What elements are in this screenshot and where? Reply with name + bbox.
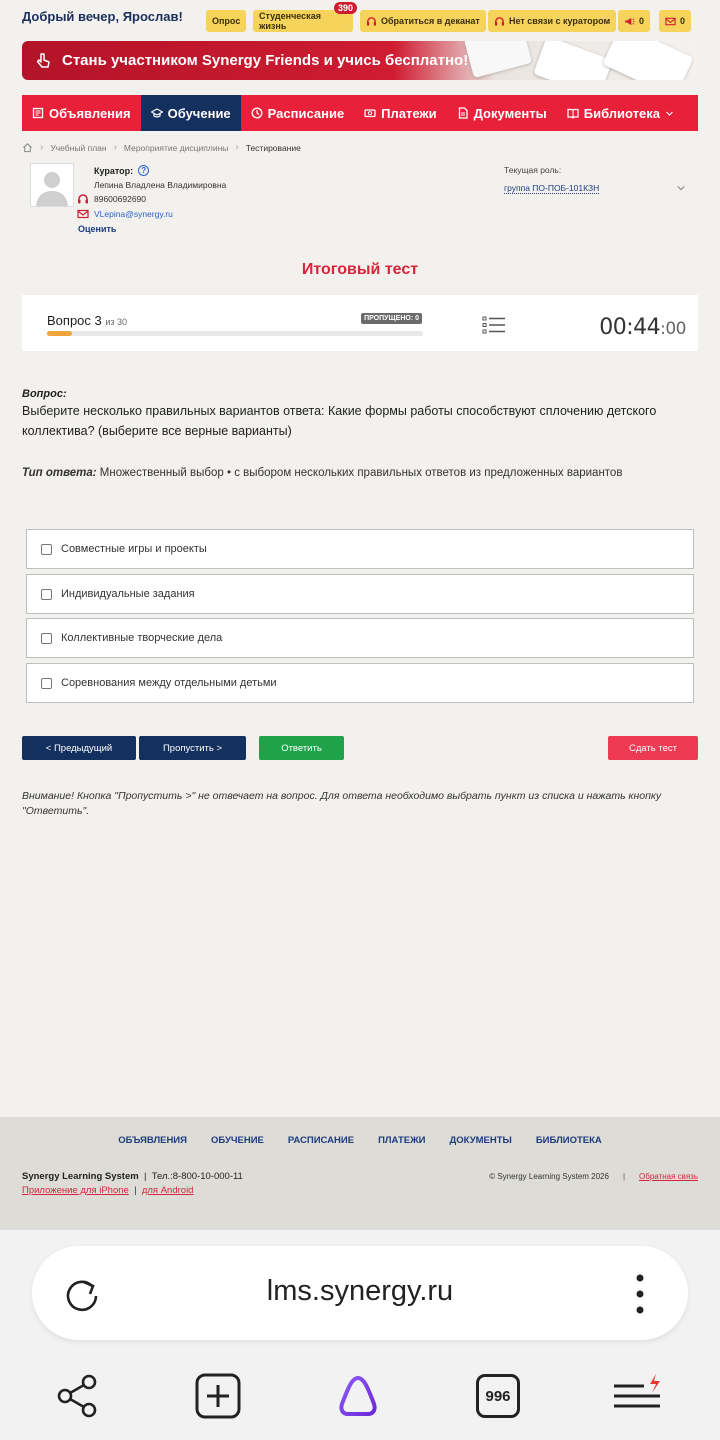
question-number-label: Вопрос 3	[47, 313, 102, 328]
help-icon[interactable]: ?	[138, 165, 149, 176]
nav-item-library[interactable]	[557, 95, 684, 131]
nav-item-announcements[interactable]	[22, 95, 141, 131]
chevron-right-icon: ›	[113, 142, 117, 153]
progress-bar-fill	[47, 331, 72, 336]
previous-button[interactable]: < Предыдущий	[22, 736, 136, 760]
progress-bar	[47, 331, 423, 336]
home-icon[interactable]	[22, 142, 33, 153]
curator-phone	[77, 193, 146, 205]
document-icon	[457, 107, 469, 119]
nav-label: Расписание	[267, 105, 345, 121]
notifications-button[interactable]	[618, 10, 650, 32]
timer	[599, 315, 686, 340]
nav-label: Документы	[473, 105, 547, 121]
pointer-hand-icon	[34, 52, 52, 70]
nav-item-schedule[interactable]	[241, 95, 355, 131]
answer-type-label: Тип ответа:	[22, 467, 97, 479]
megaphone-icon	[624, 16, 635, 27]
question-label: Вопрос:	[22, 388, 67, 400]
question-text: Выберите несколько правильных вариантов ответа: Какие формы работы способствуют сплочению детского коллектива? (выберите все верные варианты)	[22, 404, 657, 438]
chevron-down-icon	[665, 109, 674, 118]
headset-icon	[366, 16, 377, 27]
student-life-badge: 390	[334, 2, 357, 14]
answer-option-label: Совместные игры и проекты	[61, 543, 207, 555]
footer-copyright: © Synergy Learning System 2026	[489, 1172, 609, 1181]
answer-option[interactable]	[26, 618, 694, 658]
app-iphone-link[interactable]: Приложение для iPhone	[22, 1185, 129, 1196]
checkbox[interactable]	[41, 544, 52, 555]
answer-option-label: Коллективные творческие дела	[61, 632, 223, 644]
submit-test-button[interactable]: Сдать тест	[608, 736, 698, 760]
footer-link[interactable]: ОБЪЯВЛЕНИЯ	[118, 1135, 187, 1146]
person-silhouette-icon	[32, 166, 72, 206]
messages-count: 0	[680, 16, 686, 26]
app-android-link[interactable]: для Android	[141, 1185, 194, 1196]
curator-title-label: Куратор:	[94, 165, 134, 176]
banner-card-decoration	[602, 41, 693, 80]
answer-option[interactable]	[26, 574, 694, 614]
footer-link[interactable]: ОБУЧЕНИЕ	[210, 1135, 264, 1146]
footer-system-name: Synergy Learning System	[22, 1171, 139, 1182]
headset-icon	[494, 16, 505, 27]
answer-option[interactable]	[26, 529, 694, 569]
alice-assistant-icon[interactable]	[334, 1372, 382, 1420]
curator-title	[94, 165, 149, 176]
footer-apps: Приложение для iPhone | для Android	[22, 1185, 194, 1196]
skipped-badge: ПРОПУЩЕНО: 0	[361, 313, 422, 324]
answer-option-label: Индивидуальные задания	[61, 588, 195, 600]
checkbox[interactable]	[41, 678, 52, 689]
curator-name: Лепина Владлена Владимировна	[94, 180, 227, 190]
student-life-button[interactable]	[253, 3, 353, 32]
question-progress-card	[22, 295, 698, 351]
synergy-friends-banner[interactable]	[22, 41, 698, 80]
curator-contact-label: Нет связи с куратором	[509, 16, 611, 26]
rate-curator-link[interactable]: Оценить	[78, 224, 117, 234]
curator-email[interactable]	[77, 208, 173, 220]
headset-icon	[77, 193, 89, 205]
role-label: Текущая роль:	[504, 165, 562, 175]
footer-phone: Тел.:8-800-10-000-11	[151, 1171, 243, 1182]
banner-card-decoration	[464, 41, 532, 78]
answer-type-value: Множественный выбор • с выбором нескольких правильных ответов из предложенных вариантов	[96, 467, 623, 479]
newspaper-icon	[32, 107, 44, 119]
nav-label: Библиотека	[583, 105, 660, 121]
curator-contact-button[interactable]	[488, 10, 616, 32]
question-number	[47, 313, 127, 328]
notifications-count: 0	[639, 16, 645, 26]
timer-seconds: :00	[660, 319, 686, 339]
checkbox[interactable]	[41, 589, 52, 600]
breadcrumb-link[interactable]: Мероприятие дисциплины	[123, 142, 229, 153]
new-tab-icon[interactable]	[194, 1372, 242, 1420]
warning-note: Внимание! Кнопка "Пропустить >" не отвечает на вопрос. Для ответа необходимо выбрать пункт из списка и нажать кнопку "Ответить".	[22, 790, 662, 817]
clock-icon	[251, 107, 263, 119]
checkbox[interactable]	[41, 633, 52, 644]
breadcrumb	[22, 142, 301, 153]
answer-type	[22, 467, 622, 479]
timer-main: 00:44	[599, 315, 661, 340]
student-life-label: Студенческая жизнь	[259, 11, 321, 31]
curator-email-value: VLepina@synergy.ru	[94, 209, 173, 219]
footer-link[interactable]: РАСПИСАНИЕ	[287, 1135, 355, 1146]
role-value: группа ПО-ПОБ-101КЗН	[504, 183, 600, 193]
feedback-link[interactable]: Обратная связь	[639, 1172, 698, 1181]
nav-item-payments[interactable]	[354, 95, 446, 131]
footer-nav	[0, 1135, 720, 1146]
breadcrumb-current: Тестирование	[245, 142, 301, 153]
survey-button[interactable]	[206, 10, 246, 32]
curator-phone-value: 89600692690	[94, 194, 147, 204]
footer-link[interactable]: ДОКУМЕНТЫ	[449, 1135, 512, 1146]
footer-right: © Synergy Learning System 2026 | Обратная связь	[489, 1172, 698, 1181]
skip-button[interactable]: Пропустить >	[139, 736, 246, 760]
tabs-counter[interactable]: 996	[476, 1374, 520, 1418]
survey-label: Опрос	[212, 16, 241, 26]
question-total: из 30	[105, 317, 128, 327]
answer-button[interactable]: Ответить	[259, 736, 344, 760]
question-list-icon[interactable]	[482, 315, 506, 335]
banner-card-decoration	[533, 41, 612, 80]
chevron-right-icon: ›	[40, 142, 44, 153]
footer-link[interactable]: ПЛАТЕЖИ	[378, 1135, 426, 1146]
banner-text: Стань участником Synergy Friends и учись бесплатно!	[62, 52, 469, 69]
answer-option[interactable]	[26, 663, 694, 703]
footer-link[interactable]: БИБЛИОТЕКА	[535, 1135, 602, 1146]
nav-label: Объявления	[49, 105, 131, 121]
mail-icon	[77, 208, 89, 220]
answer-option-label: Соревнования между отдельными детьми	[61, 677, 277, 689]
url-text[interactable]: lms.synergy.ru	[266, 1275, 454, 1307]
money-icon	[364, 107, 376, 119]
more-vertical-icon[interactable]	[630, 1272, 650, 1316]
nav-item-documents[interactable]	[447, 95, 557, 131]
chevron-down-icon	[676, 183, 686, 193]
page-title: Итоговый тест	[301, 261, 419, 278]
chevron-right-icon: ›	[235, 142, 239, 153]
nav-label: Платежи	[381, 105, 437, 121]
graduation-cap-icon	[151, 107, 163, 119]
book-icon	[567, 107, 579, 119]
footer-system-info: Synergy Learning System | Тел.:8-800-10-000-11	[22, 1171, 243, 1182]
nav-item-learning[interactable]	[141, 95, 241, 131]
share-icon[interactable]	[53, 1372, 101, 1420]
nav-label: Обучение	[167, 105, 231, 121]
breadcrumb-link[interactable]: Учебный план	[50, 142, 107, 153]
role-select[interactable]	[504, 183, 686, 194]
messages-button[interactable]	[659, 10, 691, 32]
mail-icon	[665, 16, 676, 27]
dean-button[interactable]	[360, 10, 486, 32]
menu-icon[interactable]	[612, 1372, 660, 1420]
dean-label: Обратиться в деканат	[381, 16, 480, 26]
greeting: Добрый вечер, Ярослав!	[22, 9, 183, 24]
main-nav	[22, 95, 698, 131]
curator-avatar	[30, 163, 74, 207]
